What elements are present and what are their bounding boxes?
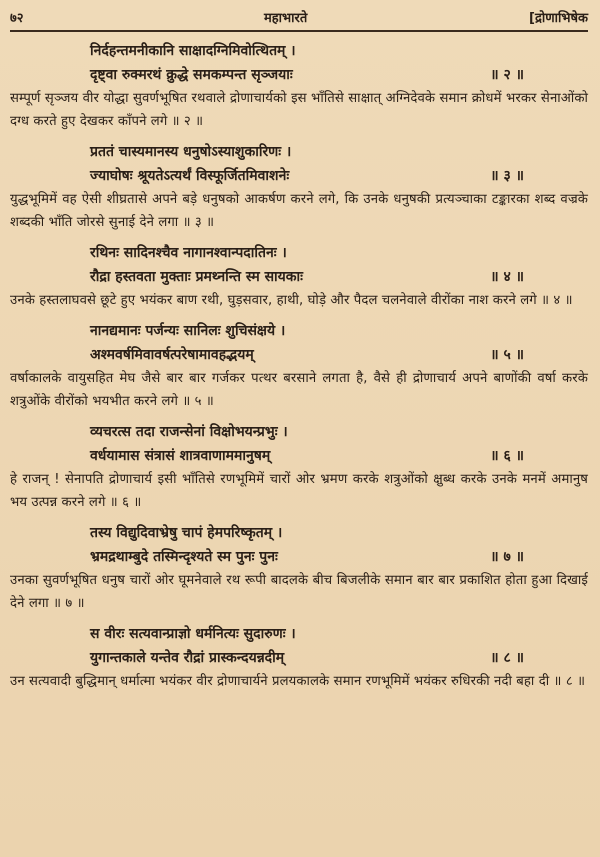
sanskrit-line [10, 343, 588, 367]
sanskrit-line: तस्य विद्युदिवाभ्रेषु चापं हेमपरिष्कृतम् । [90, 525, 283, 541]
hindi-translation: उनके हस्तलाघवसे छूटे हुए भयंकर बाण रथी, घुड़सवार, हाथी, घोड़े और पैदल चलनेवाले वीरोंका नाश करने लगे ॥ ४ ॥ [10, 293, 573, 308]
sanskrit-text: युगान्तकाले यन्तेव रौद्रां प्रास्कन्दयन्नदीम् [90, 650, 285, 666]
hindi-translation: उनका सुवर्णभूषित धनुष चारों ओर घूमनेवाले रथ रूपी बादलके बीच बिजलीके समान बार बार प्रकाशित होता हुआ दिखाई देने लगा ॥ ७ ॥ [10, 573, 588, 611]
sanskrit-line [10, 63, 588, 87]
verse-block [10, 39, 588, 133]
section-title: [द्रोणाभिषेक [529, 11, 588, 26]
verse-block [10, 140, 588, 234]
page-number: ७२ [10, 11, 24, 26]
verse-number: ॥ ८ ॥ [490, 650, 524, 666]
verse-block [10, 319, 588, 413]
book-title: महाभारते [264, 11, 308, 26]
hindi-translation: युद्धभूमिमें वह ऐसी शीघ्रतासे अपने बड़े धनुषको आकर्षण करने लगे, कि उनके धनुषकी प्रत्यञ्चाका टङ्कारका शब्द वज्रके शब्दकी भाँति जोरसे सुनाई देने लगा ॥ ३ ॥ [10, 192, 588, 230]
sanskrit-line: रथिनः सादिनश्चैव नागानश्वान्पदातिनः । [90, 245, 287, 261]
sanskrit-line: स वीरः सत्यवान्प्राज्ञो धर्मनित्यः सुदारुणः । [90, 626, 296, 642]
hindi-translation: उन सत्यवादी बुद्धिमान् धर्मात्मा भयंकर वीर द्रोणाचार्यने प्रलयकालके समान रणभूमिमें भयंकर रुधिरकी नदी बहा दी ॥ ८ ॥ [10, 674, 586, 689]
verse-number: ॥ ४ ॥ [490, 269, 524, 285]
verse-number: ॥ ६ ॥ [490, 448, 524, 464]
sanskrit-text: रौद्रा हस्तवता मुक्ताः प्रमथ्नन्ति स्म सायकाः [90, 269, 304, 285]
sanskrit-line [10, 444, 588, 468]
sanskrit-line: निर्दहन्तमनीकानि साक्षादग्निमिवोत्थितम् । [90, 43, 296, 59]
sanskrit-line [10, 265, 588, 289]
sanskrit-line: नानद्यमानः पर्जन्यः सानिलः शुचिसंक्षये । [90, 323, 286, 339]
sanskrit-text: अश्मवर्षमिवावर्षत्परेषामावहद्भयम् [90, 347, 254, 363]
page-header [10, 6, 588, 30]
sanskrit-line: प्रततं चास्यमानस्य धनुषोऽस्याशुकारिणः । [90, 144, 292, 160]
sanskrit-line: व्यचरत्स तदा राजन्सेनां विक्षोभयन्प्रभुः । [90, 424, 288, 440]
verse-block [10, 521, 588, 615]
hindi-translation: सम्पूर्ण सृञ्जय वीर योद्धा सुवर्णभूषित रथवाले द्रोणाचार्यको इस भाँतिसे साक्षात् अग्निदेवके समान क्रोधमें भरकर सेनाओंको दग्ध करते हुए देखकर काँपने लगे ॥ २ ॥ [10, 91, 588, 129]
header-divider [10, 30, 588, 32]
verse-number: ॥ २ ॥ [490, 67, 524, 83]
verse-number: ॥ ७ ॥ [490, 549, 524, 565]
sanskrit-text: भ्रमद्रथाम्बुदे तस्मिन्दृश्यते स्म पुनः पुनः [90, 549, 278, 565]
sanskrit-text: वर्धयामास संत्रासं शात्रवाणाममानुषम् [90, 448, 271, 464]
sanskrit-line [10, 545, 588, 569]
hindi-translation: वर्षाकालके वायुसहित मेघ जैसे बार बार गर्जकर पत्थर बरसाने लगता है, वैसे ही द्रोणाचार्य अपने बाणोंकी वर्षा करके शत्रुओंके वीरोंको भयभीत करने लगे ॥ ५ ॥ [10, 371, 588, 409]
sanskrit-text: दृष्ट्वा रुक्मरथं क्रुद्धे समकम्पन्त सृञ्जयाः [90, 67, 293, 83]
sanskrit-line [10, 164, 588, 188]
verse-number: ॥ ३ ॥ [490, 168, 524, 184]
verse-block [10, 622, 588, 693]
verse-block [10, 420, 588, 514]
verse-number: ॥ ५ ॥ [490, 347, 524, 363]
sanskrit-line [10, 646, 588, 670]
verse-block [10, 241, 588, 312]
hindi-translation: हे राजन् ! सेनापति द्रोणाचार्य इसी भाँतिसे रणभूमिमें चारों ओर भ्रमण करके शत्रुओंको क्षुब्ध करके उनके मनमें अमानुष भय उत्पन्न करने लगे ॥ ६ ॥ [10, 472, 588, 510]
sanskrit-text: ज्याघोषः श्रूयतेऽत्यर्थं विस्फूर्जितमिवाशनेः [90, 168, 290, 184]
